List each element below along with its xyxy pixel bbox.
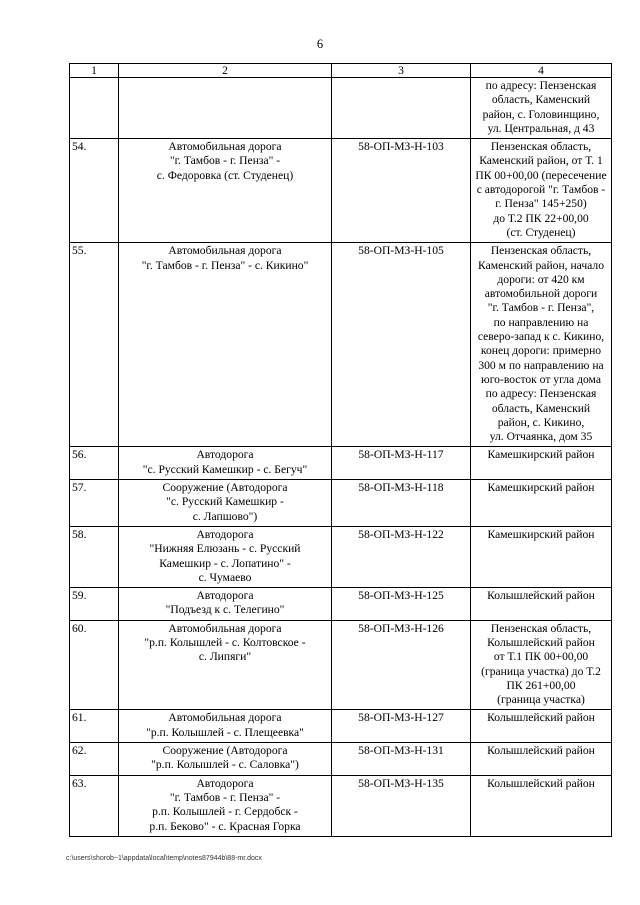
- road-location: Колышлейский район: [471, 743, 612, 776]
- row-number: 58.: [70, 526, 119, 587]
- table-row: [70, 447, 612, 480]
- road-code: 58-ОП-МЗ-Н-135: [332, 775, 471, 836]
- row-number: 55.: [70, 243, 119, 447]
- table-row: [70, 480, 612, 527]
- table-row: [70, 139, 612, 243]
- road-name: Автомобильная дорога "г. Тамбов - г. Пенза" - с. Федоровка (ст. Студенец): [119, 139, 332, 243]
- road-location: по адресу: Пензенская область, Каменский район, с. Головинщино, ул. Центральная, д 43: [471, 78, 612, 139]
- row-number: 59.: [70, 588, 119, 621]
- road-location: Камешкирский район: [471, 447, 612, 480]
- table-row: [70, 588, 612, 621]
- table-row: [70, 526, 612, 587]
- row-number: 54.: [70, 139, 119, 243]
- row-number: [70, 78, 119, 139]
- road-location: Камешкирский район: [471, 526, 612, 587]
- road-name: Автодорога "Подъезд к с. Телегино": [119, 588, 332, 621]
- road-code: 58-ОП-МЗ-Н-105: [332, 243, 471, 447]
- road-name: [119, 78, 332, 139]
- road-location: Колышлейский район: [471, 588, 612, 621]
- row-number: 63.: [70, 775, 119, 836]
- row-number: 56.: [70, 447, 119, 480]
- header-col-4: 4: [471, 64, 612, 78]
- road-code: 58-ОП-МЗ-Н-103: [332, 139, 471, 243]
- road-code: 58-ОП-МЗ-Н-118: [332, 480, 471, 527]
- road-location: Пензенская область, Каменский район, от Т. 1 ПК 00+00,00 (пересечение с автодорогой "г. Тамбов - г. Пенза" 145+250) до Т.2 ПК 22+00,00 (ст. Студенец): [471, 139, 612, 243]
- road-code: 58-ОП-МЗ-Н-125: [332, 588, 471, 621]
- table-row: [70, 620, 612, 710]
- file-path-footer: c:\users\shorob~1\appdata\local\temp\notes87944b\88-mr.docx: [66, 855, 262, 862]
- road-code: 58-ОП-МЗ-Н-131: [332, 743, 471, 776]
- road-code: 58-ОП-МЗ-Н-126: [332, 620, 471, 710]
- roads-table: [69, 63, 612, 837]
- table-row: [70, 78, 612, 139]
- road-location: Камешкирский район: [471, 480, 612, 527]
- road-name: Автомобильная дорога "г. Тамбов - г. Пенза" - с. Кикино": [119, 243, 332, 447]
- road-code: 58-ОП-МЗ-Н-117: [332, 447, 471, 480]
- row-number: 61.: [70, 710, 119, 743]
- road-location: Пензенская область, Колышлейский район от Т.1 ПК 00+00,00 (граница участка) до Т.2 ПК 261+00,00 (граница участка): [471, 620, 612, 710]
- road-name: Автодорога "Нижняя Елюзань - с. Русский Камешкир - с. Лопатино" - с. Чумаево: [119, 526, 332, 587]
- table-row: [70, 743, 612, 776]
- header-col-3: 3: [332, 64, 471, 78]
- row-number: 57.: [70, 480, 119, 527]
- road-name: Автодорога "г. Тамбов - г. Пенза" - р.п. Колышлей - г. Сердобск - р.п. Беково" - с. Красная Горка: [119, 775, 332, 836]
- road-name: Автомобильная дорога "р.п. Колышлей - с. Плещеевка": [119, 710, 332, 743]
- road-code: [332, 78, 471, 139]
- road-name: Сооружение (Автодорога "р.п. Колышлей - с. Саловка"): [119, 743, 332, 776]
- road-name: Сооружение (Автодорога "с. Русский Камешкир - с. Лапшово"): [119, 480, 332, 527]
- road-code: 58-ОП-МЗ-Н-122: [332, 526, 471, 587]
- header-col-2: 2: [119, 64, 332, 78]
- road-location: Колышлейский район: [471, 775, 612, 836]
- page-number: 6: [316, 37, 324, 51]
- row-number: 62.: [70, 743, 119, 776]
- road-code: 58-ОП-МЗ-Н-127: [332, 710, 471, 743]
- road-location: Пензенская область, Каменский район, начало дороги: от 420 км автомобильной дороги "г. Тамбов - г. Пенза", по направлению на северо-запад к с. Кикино, конец дороги: примерно 300 м по направлению на юго-восток от угла дома по адресу: Пензенская область, Каменский район, с. Кикино, ул. Отчаянка, дом 35: [471, 243, 612, 447]
- road-name: Автодорога "с. Русский Камешкир - с. Бегуч": [119, 447, 332, 480]
- table-row: [70, 243, 612, 447]
- row-number: 60.: [70, 620, 119, 710]
- table-row: [70, 775, 612, 836]
- table-row: [70, 710, 612, 743]
- road-name: Автомобильная дорога "р.п. Колышлей - с. Колтовское - с. Липяги": [119, 620, 332, 710]
- road-location: Колышлейский район: [471, 710, 612, 743]
- header-col-1: 1: [70, 64, 119, 78]
- table-header-row: [70, 64, 612, 78]
